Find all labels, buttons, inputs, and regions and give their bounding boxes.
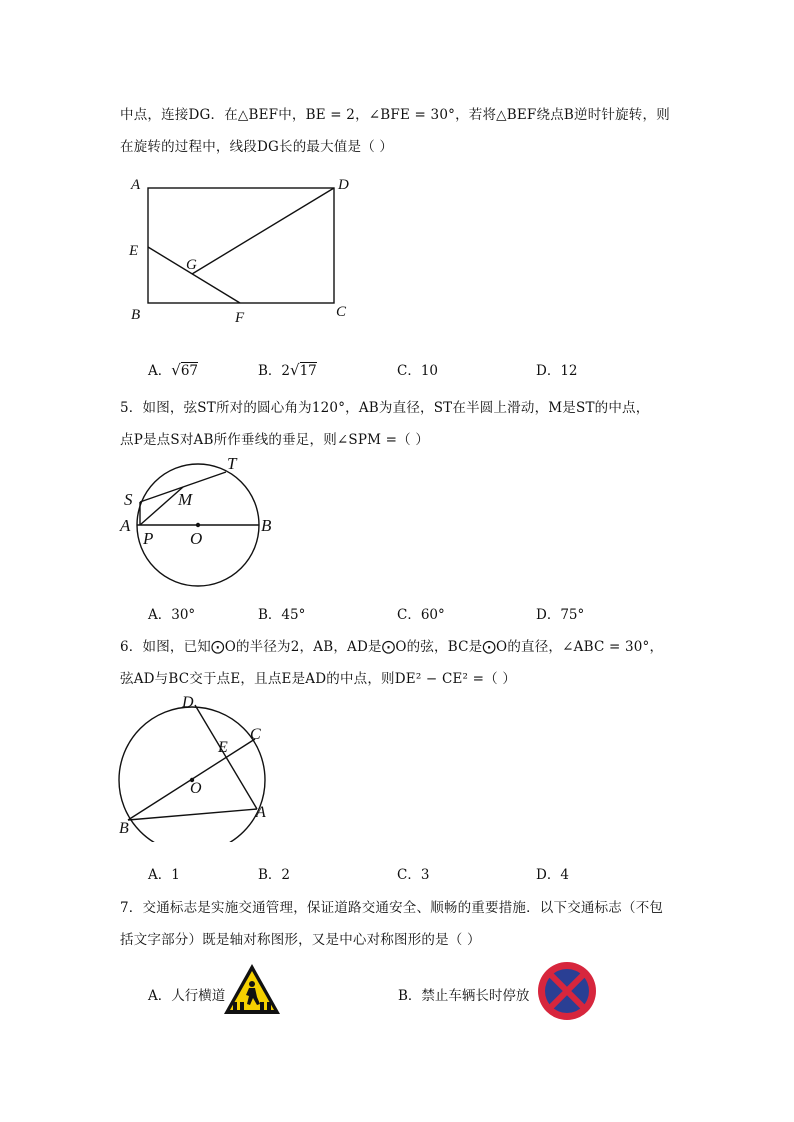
q7-line-2: 括文字部分）既是轴对称图形，又是中心对称图形的是（ ） <box>120 932 481 948</box>
q6-circle-figure <box>110 692 285 842</box>
label-O: O <box>190 780 202 797</box>
label-C: C <box>336 304 347 320</box>
q7-line-1: 7．交通标志是实施交通管理，保证道路交通安全、顺畅的重要措施．以下交通标志（不包 <box>120 900 664 916</box>
q6-line-1: 6．如图，已知⨀O的半径为2，AB，AD是⨀O的弦，BC是⨀O的直径，∠ABC = 30°， <box>120 639 664 655</box>
q5-option-b[interactable]: B．45° <box>258 607 306 623</box>
label-C: C <box>250 726 261 743</box>
q7-option-a[interactable]: A．人行横道 <box>148 988 226 1004</box>
label-S: S <box>124 490 133 509</box>
q6-option-a[interactable]: A．1 <box>148 867 180 883</box>
q4-option-c[interactable]: C．10 <box>397 363 439 379</box>
q4-option-d[interactable]: D．12 <box>536 363 578 379</box>
q5-option-d[interactable]: D．75° <box>536 607 585 623</box>
q6-line-2: 弦AD与BC交于点E，且点E是AD的中点，则DE² − CE² =（ ） <box>120 671 517 687</box>
no-parking-sign-icon <box>535 960 599 1022</box>
q5-line-2: 点P是点S对AB所作垂线的垂足，则∠SPM =（ ） <box>120 432 430 448</box>
q5-option-c[interactable]: C．60° <box>397 607 445 623</box>
label-E: E <box>218 739 228 756</box>
label-F: F <box>235 310 245 326</box>
q4-option-a[interactable]: A．√67 <box>148 361 198 379</box>
label-A: A <box>256 804 266 821</box>
q6-option-c[interactable]: C．3 <box>397 867 430 883</box>
label-G: G <box>186 257 197 273</box>
q4-line-1: 中点，连接DG．在△BEF中，BE = 2，∠BFE = 30°，若将△BEF绕点B逆时针旋转，则 <box>120 107 670 123</box>
label-T: T <box>227 454 237 473</box>
label-A: A <box>131 177 141 193</box>
q4-line-2: 在旋转的过程中，线段DG长的最大值是（ ） <box>120 139 394 155</box>
q6-option-b[interactable]: B．2 <box>258 867 291 883</box>
q5-circle-figure <box>115 450 285 590</box>
q5-line-1: 5．如图，弦ST所对的圆心角为120°，AB为直径，ST在半圆上滑动，M是ST的中点， <box>120 400 650 416</box>
label-D: D <box>182 694 194 711</box>
label-D: D <box>338 177 349 193</box>
label-O: O <box>190 529 203 548</box>
pedestrian-crossing-sign-icon <box>222 962 282 1016</box>
q7-option-b[interactable]: B．禁止车辆长时停放 <box>398 988 530 1004</box>
label-M: M <box>178 490 193 509</box>
label-B: B <box>261 516 272 535</box>
q4-option-b[interactable]: B．2√17 <box>258 361 317 379</box>
label-B: B <box>119 820 129 837</box>
q6-option-d[interactable]: D．4 <box>536 867 569 883</box>
label-A: A <box>120 516 131 535</box>
q4-rectangle-figure <box>120 170 370 330</box>
label-B: B <box>131 307 141 323</box>
q5-option-a[interactable]: A．30° <box>148 607 196 623</box>
label-E: E <box>129 243 139 259</box>
label-P: P <box>143 529 154 548</box>
